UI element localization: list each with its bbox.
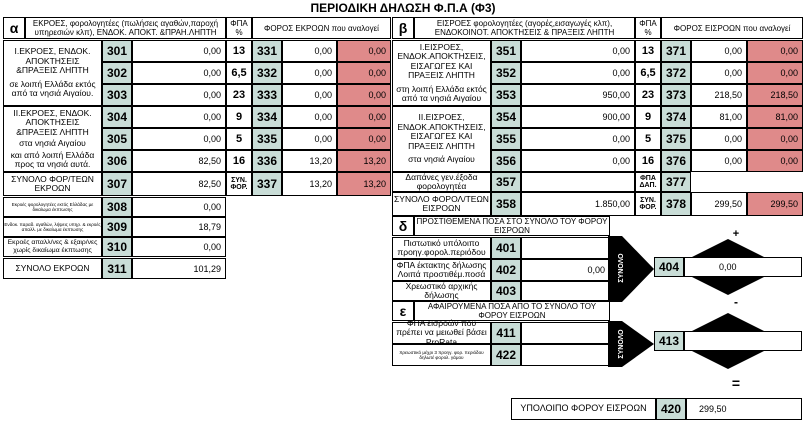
left-row-305-code: 305 xyxy=(102,128,132,150)
left-row-306-tax[interactable]: 13,20 xyxy=(337,150,391,172)
right-row-351-tcode: 371 xyxy=(661,40,691,62)
left-row-306-tcode: 336 xyxy=(252,150,282,172)
left-row-302-rate: 6,5 xyxy=(226,62,252,84)
left-row-303-value[interactable]: 0,00 xyxy=(132,84,226,106)
epsilon-up-triangle xyxy=(654,313,802,332)
r308-code: 308 xyxy=(102,197,132,217)
epsilon-minus-sign: - xyxy=(734,295,738,309)
beta-total-tcode: 378 xyxy=(661,192,691,216)
right-row-355-tax[interactable]: 0,00 xyxy=(747,128,803,150)
alpha-total-tax[interactable]: 13,20 xyxy=(337,172,391,196)
r411-label: ΦΠΑ εισροών που πρέπει να μειωθεί βάσει ProRata xyxy=(392,322,491,344)
section-beta-header-fpa: ΦΠΑ % xyxy=(635,17,661,39)
beta-total-tval[interactable]: 299,50 xyxy=(691,192,747,216)
right-row-356-code: 356 xyxy=(491,150,521,172)
left-row-301-tax-base[interactable]: 0,00 xyxy=(282,40,337,62)
left-row-305-rate: 5 xyxy=(226,128,252,150)
right-row-351-code: 351 xyxy=(491,40,521,62)
beta-group1-label-a: Ι.ΕΙΣΡΟΕΣ, ΕΝΔΟΚ.ΑΠΟΚΤΗΣΕΙΣ, ΕΙΣΑΓΩΓΕΣ ΚΑΙ ΠΡΑΞΕΙΣ ΛΗΠΤΗ xyxy=(397,41,486,80)
alpha-total-rate: ΣΥΝ. ΦΟΡ. xyxy=(226,172,252,196)
r401-value[interactable] xyxy=(521,237,610,259)
r411-value[interactable] xyxy=(521,322,610,344)
right-row-352-tax[interactable]: 0,00 xyxy=(747,62,803,84)
left-row-306-value[interactable]: 82,50 xyxy=(132,150,226,172)
left-row-305-tcode: 335 xyxy=(252,128,282,150)
r310-label: Εκροές απαλλ/νες & εξαιρ/νες χωρίς δικαίωμα έκπτωσης xyxy=(3,237,102,257)
alpha-group1-label-b: σε λοιπή Ελλάδα εκτός από τα νησιά Αιγαίου. xyxy=(9,78,96,99)
section-alpha-header-fpa: ΦΠΑ % xyxy=(226,17,252,39)
right-row-354-value[interactable]: 900,00 xyxy=(521,106,635,128)
beta-group1-label-b: στη λοιπή Ελλάδα εκτός από τα νησιά Αιγαίου xyxy=(396,83,487,103)
left-row-303-code: 303 xyxy=(102,84,132,106)
delta-sum-code: 404 xyxy=(654,257,684,277)
r357-label: Δαπάνες γεν.έξοδα φορολογητέα xyxy=(392,172,491,192)
r309-value[interactable]: 18,79 xyxy=(132,217,226,237)
right-row-356-tax-base[interactable]: 0,00 xyxy=(691,150,747,172)
r403-value[interactable] xyxy=(521,281,610,301)
section-beta-header-tax: ΦΟΡΟΣ ΕΙΣΡΟΩΝ που αναλογεί xyxy=(661,17,803,39)
r422-code: 422 xyxy=(491,344,521,366)
right-row-354-code: 354 xyxy=(491,106,521,128)
r402-value[interactable]: 0,00 xyxy=(521,259,610,281)
alpha-group1-label-a: Ι.ΕΚΡΟΕΣ, ΕΝΔΟΚ. ΑΠΟΚΤΗΣΕΙΣ &ΠΡΑΞΕΙΣ ΛΗΠΤΗ xyxy=(14,46,91,76)
epsilon-sum-value[interactable] xyxy=(684,331,802,351)
right-row-351-tax[interactable]: 0,00 xyxy=(747,40,803,62)
alpha-total-code: 307 xyxy=(102,172,132,196)
r308-label: Εκροές φορολογητέες εκτός Ελλάδας με δικαίωμα έκπτωσης xyxy=(3,197,102,217)
alpha-total-tval[interactable]: 13,20 xyxy=(282,172,337,196)
delta-arrow-text: ΣΥΝΟΛΟ xyxy=(618,253,625,283)
section-beta-header-desc: ΕΙΣΡΟΕΣ φορολογητέες (αγορές,εισαγωγές κλπ), ΕΝΔΟΚΟΙΝΟΤ. ΑΠΟΚΤΗΣΕΙΣ & ΠΡΑΞΕΙΣ ΛΗΠΤΗ xyxy=(414,17,635,39)
left-row-301-tcode: 331 xyxy=(252,40,282,62)
right-row-351-rate: 13 xyxy=(635,40,661,62)
r402-code: 402 xyxy=(491,259,521,281)
delta-sum-value[interactable]: 0,00 xyxy=(684,257,802,277)
r402-label: ΦΠΑ έκτακτης δήλωσης Λοιπά προστιθέμ.ποσά xyxy=(392,259,491,281)
epsilon-down-triangle xyxy=(654,350,802,369)
right-row-355-tax-base[interactable]: 0,00 xyxy=(691,128,747,150)
left-row-305-tax-base[interactable]: 0,00 xyxy=(282,128,337,150)
left-row-301-rate: 13 xyxy=(226,40,252,62)
r308-value[interactable]: 0,00 xyxy=(132,197,226,217)
right-row-355-value[interactable]: 0,00 xyxy=(521,128,635,150)
delta-up-triangle xyxy=(654,239,802,258)
section-alpha-header-tax: ΦΟΡΟΣ ΕΚΡΟΩΝ που αναλογεί xyxy=(252,17,391,39)
r309-code: 309 xyxy=(102,217,132,237)
left-row-302-code: 302 xyxy=(102,62,132,84)
right-row-352-tax-base[interactable]: 0,00 xyxy=(691,62,747,84)
left-row-301-value[interactable]: 0,00 xyxy=(132,40,226,62)
r401-code: 401 xyxy=(491,237,521,259)
right-row-354-tax[interactable]: 81,00 xyxy=(747,106,803,128)
beta-total-value[interactable]: 1.850,00 xyxy=(521,192,635,216)
r309-label: Ενδοκ. παραδ. αγαθών, λήψεις υπηρ. & εκροές απαλλ. με δικαίωμα έκπτωσης xyxy=(3,217,102,237)
r311-code: 311 xyxy=(102,258,132,279)
delta-down-triangle xyxy=(654,276,802,295)
right-row-356-rate: 16 xyxy=(635,150,661,172)
beta-group2-label xyxy=(392,106,491,172)
left-row-305-value[interactable]: 0,00 xyxy=(132,128,226,150)
right-row-356-value[interactable]: 0,00 xyxy=(521,150,635,172)
r411-code: 411 xyxy=(491,322,521,344)
left-row-304-code: 304 xyxy=(102,106,132,128)
r403-label: Χρεωστικό αρχικής δήλωσης xyxy=(392,281,491,301)
delta-plus-sign: + xyxy=(732,228,740,240)
section-epsilon-title: ΑΦΑΙΡΟΥΜΕΝΑ ΠΟΣΑ ΑΠΟ ΤΟ ΣΥΝΟΛΟ ΤΟΥ ΦΟΡΟΥ ΕΙΣΡΟΩΝ xyxy=(414,301,610,321)
r311-value[interactable]: 101,29 xyxy=(132,258,226,279)
r357-value[interactable] xyxy=(521,172,635,192)
left-row-302-tcode: 332 xyxy=(252,62,282,84)
right-row-353-tcode: 373 xyxy=(661,84,691,106)
left-row-302-value[interactable]: 0,00 xyxy=(132,62,226,84)
r311-label: ΣΥΝΟΛΟ ΕΚΡΟΩΝ xyxy=(3,258,102,279)
right-row-353-tax-base[interactable]: 218,50 xyxy=(691,84,747,106)
section-alpha-letter: α xyxy=(3,17,25,39)
beta-total-label: ΣΥΝΟΛΟ ΦΟΡΟΛ/ΤΕΩΝ ΕΙΣΡΟΩΝ xyxy=(392,192,491,216)
r422-value[interactable] xyxy=(521,344,610,366)
left-row-306-rate: 16 xyxy=(226,150,252,172)
right-row-356-tax[interactable]: 0,00 xyxy=(747,150,803,172)
r357-code: 357 xyxy=(491,172,521,192)
final-code: 420 xyxy=(656,398,686,420)
right-row-355-code: 355 xyxy=(491,128,521,150)
r401-label: Πιστωτικό υπόλοιπο προηγ.φορολ.περιόδου xyxy=(392,237,491,259)
left-row-303-tcode: 333 xyxy=(252,84,282,106)
r403-code: 403 xyxy=(491,281,521,301)
alpha-group2-label xyxy=(3,106,102,172)
alpha-total-label: ΣΥΝΟΛΟ ΦΟΡ/ΤΕΩΝ ΕΚΡΟΩΝ xyxy=(3,172,102,196)
r310-code: 310 xyxy=(102,237,132,257)
page-title: ΠΕΡΙΟΔΙΚΗ ΔΗΛΩΣΗ Φ.Π.Α (Φ3) xyxy=(310,1,496,15)
section-alpha-header-desc: ΕΚΡΟΕΣ, φορολογητέες (πωλήσεις αγαθών,παροχή υπηρεσιών κλπ), ΕΝΔΟΚ. ΑΠΟΚΤ. &ΠΡΑΗ.ΛΗΠΤΗ xyxy=(25,17,226,39)
final-value[interactable]: 299,50 xyxy=(686,398,802,420)
alpha-group1-label xyxy=(3,40,102,106)
right-row-354-tcode: 374 xyxy=(661,106,691,128)
left-row-302-tax[interactable]: 0,00 xyxy=(337,62,391,84)
r357-rate: ΦΠΑ ΔΑΠ. xyxy=(635,172,661,192)
alpha-total-tcode: 337 xyxy=(252,172,282,196)
alpha-group2-label-b: στα νησιά Αιγαίου xyxy=(19,138,86,148)
left-row-302-tax-base[interactable]: 0,00 xyxy=(282,62,337,84)
right-row-352-rate: 6,5 xyxy=(635,62,661,84)
delta-arrow-shape xyxy=(608,236,654,302)
alpha-group2-label-c: και από λοιπή Ελλάδα προς τα νησιά αυτά. xyxy=(10,149,95,169)
right-row-356-tcode: 376 xyxy=(661,150,691,172)
left-row-301-tax[interactable]: 0,00 xyxy=(337,40,391,62)
beta-total-code: 358 xyxy=(491,192,521,216)
beta-total-tax[interactable]: 299,50 xyxy=(747,192,803,216)
right-row-355-rate: 5 xyxy=(635,128,661,150)
final-equals-sign: = xyxy=(731,375,741,391)
right-row-352-code: 352 xyxy=(491,62,521,84)
left-row-304-rate: 9 xyxy=(226,106,252,128)
right-row-353-value[interactable]: 950,00 xyxy=(521,84,635,106)
epsilon-arrow-shape xyxy=(608,321,654,367)
left-row-304-tax-base[interactable]: 0,00 xyxy=(282,106,337,128)
right-row-353-rate: 23 xyxy=(635,84,661,106)
beta-total-rate: ΣΥΝ. ΦΟΡ. xyxy=(635,192,661,216)
section-epsilon-letter: ε xyxy=(392,301,414,321)
left-row-304-tax[interactable]: 0,00 xyxy=(337,106,391,128)
left-row-306-code: 306 xyxy=(102,150,132,172)
left-row-306-tax-base[interactable]: 13,20 xyxy=(282,150,337,172)
epsilon-sum-code: 413 xyxy=(654,331,684,351)
beta-group1-label xyxy=(392,40,491,106)
beta-group2-label-b: στα νησιά Αιγαίου xyxy=(408,154,475,165)
right-row-353-code: 353 xyxy=(491,84,521,106)
right-row-354-tax-base[interactable]: 81,00 xyxy=(691,106,747,128)
epsilon-arrow-text: ΣΥΝΟΛΟ xyxy=(618,329,625,359)
section-delta-title: ΠΡΟΣΤΙΘΕΜΕΝΑ ΠΟΣΑ ΣΤΟ ΣΥΝΟΛΟ ΤΟΥ ΦΟΡΟΥ ΕΙΣΡΟΩΝ xyxy=(414,216,610,236)
alpha-group2-label-a: ΙΙ.ΕΚΡΟΕΣ, ΕΝΔΟΚ. ΑΠΟΚΤΗΣΕΙΣ &ΠΡΑΞΕΙΣ ΛΗΠΤΗ xyxy=(13,107,92,137)
section-delta-letter: δ xyxy=(392,216,414,236)
left-row-301-code: 301 xyxy=(102,40,132,62)
left-row-303-tax-base[interactable]: 0,00 xyxy=(282,84,337,106)
right-row-355-tcode: 375 xyxy=(661,128,691,150)
r310-value[interactable]: 0,00 xyxy=(132,237,226,257)
right-row-351-tax-base[interactable]: 0,00 xyxy=(691,40,747,62)
beta-group2-label-a: ΙΙ.ΕΙΣΡΟΕΣ, ΕΝΔΟΚ.ΑΠΟΚΤΗΣΕΙΣ, ΕΙΣΑΓΩΓΕΣ ΚΑΙ ΠΡΑΞΕΙΣ ΛΗΠΤΗ xyxy=(397,112,486,151)
right-row-353-tax[interactable]: 218,50 xyxy=(747,84,803,106)
r357-tcode: 377 xyxy=(661,172,691,192)
right-row-351-value[interactable]: 0,00 xyxy=(521,40,635,62)
section-beta-letter: β xyxy=(392,17,414,39)
alpha-total-value[interactable]: 82,50 xyxy=(132,172,226,196)
left-row-303-rate: 23 xyxy=(226,84,252,106)
r422-label: Χρεωστικό μέχρι 3 προηγ. φορ. περιόδου δηλωτέ φορολ. γάμου xyxy=(392,344,491,366)
final-label: ΥΠΟΛΟΙΠΟ ΦΟΡΟΥ ΕΙΣΡΟΩΝ xyxy=(511,398,656,420)
left-row-304-tcode: 334 xyxy=(252,106,282,128)
right-row-352-value[interactable]: 0,00 xyxy=(521,62,635,84)
left-row-305-tax[interactable]: 0,00 xyxy=(337,128,391,150)
right-row-354-rate: 9 xyxy=(635,106,661,128)
left-row-303-tax[interactable]: 0,00 xyxy=(337,84,391,106)
right-row-352-tcode: 372 xyxy=(661,62,691,84)
left-row-304-value[interactable]: 0,00 xyxy=(132,106,226,128)
